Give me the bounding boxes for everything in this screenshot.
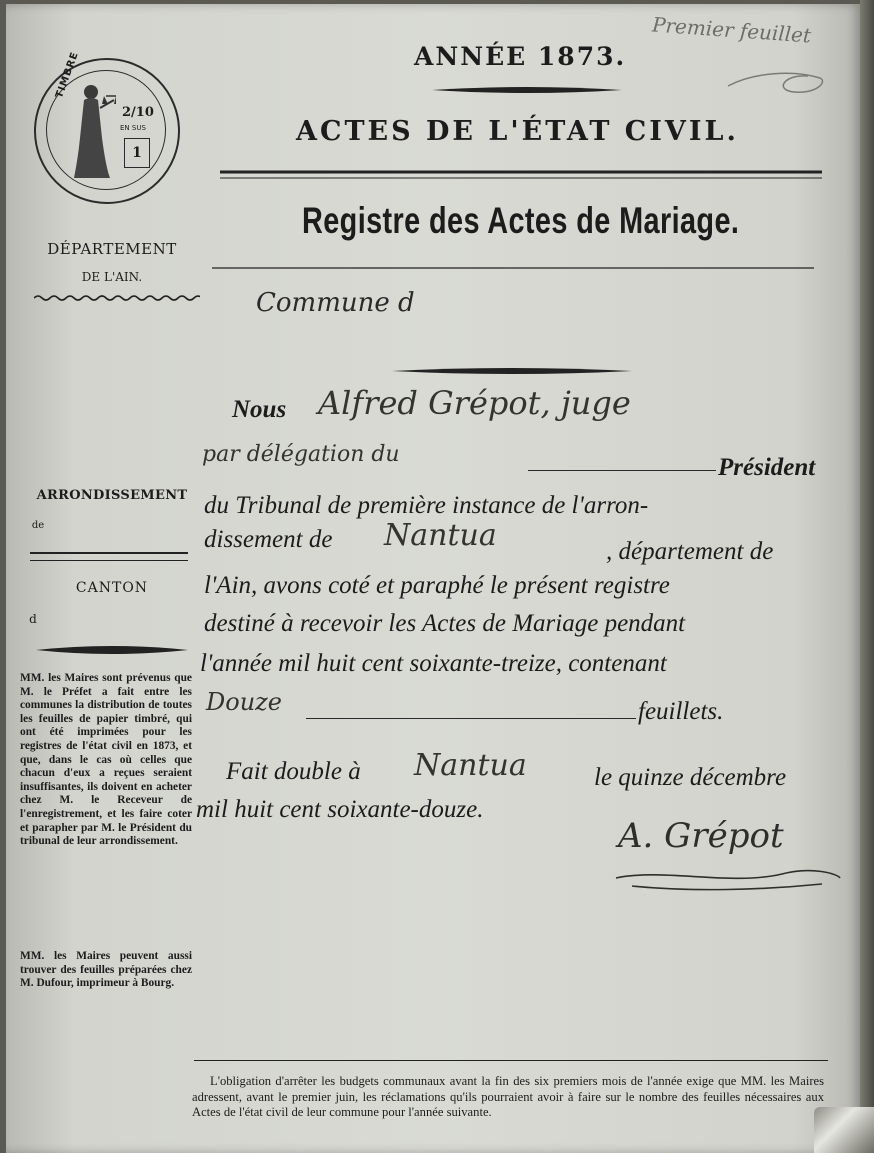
commune-label: Commune d xyxy=(256,288,415,318)
footer-rule xyxy=(194,1060,828,1061)
stamp-value: 2/10 xyxy=(122,105,154,120)
pencil-margin-note: Premier feuillet xyxy=(651,12,812,48)
stamp-timbre-text: TIMBRE xyxy=(54,50,81,100)
stamp-subtext: EN SUS xyxy=(120,124,146,132)
departement-name: DE L'AIN. xyxy=(81,270,143,284)
thin-rule xyxy=(212,266,814,270)
fait-double: Fait double à xyxy=(226,758,361,785)
fill-line-2 xyxy=(306,718,636,719)
mayor-instructions: MM. les Maires sont prévenus que M. le Préfet a fait entre les communes la distribution de toutes les feuilles de papier timbré, qui ont été imprimées pour les registres de l'état civil en 1873, et que, dans le cas où celles que chacun d'eux a reçues seraient insuffisantes, ils doivent en acheter chez M. le Receveur de l'enregistrement, et les faire coter et parapher par M. le Président du tribunal de leur arrondissement. xyxy=(20,672,192,848)
body-line-3a: dissement de xyxy=(204,526,333,553)
body-line-4: l'Ain, avons coté et paraphé le présent registre xyxy=(204,572,670,599)
handwritten-count: Douze xyxy=(206,688,282,716)
handwritten-place-2: Nantua xyxy=(414,748,527,783)
dufour-note: MM. les Maires peuvent aussi trouver des feuilles préparées chez M. Dufour, imprimeur à Bourg. xyxy=(20,950,192,990)
arrondissement-label: ARRONDISSEMENT xyxy=(36,488,188,503)
date-line-b: mil huit cent soixante-douze. xyxy=(196,796,484,823)
ornament-rule xyxy=(432,84,622,96)
body-line-6: l'année mil huit cent soixante-treize, contenant xyxy=(200,650,667,677)
canton-d: d xyxy=(29,612,37,626)
body-line-5: destiné à recevoir les Actes de Mariage pendant xyxy=(204,610,686,637)
justice-figure-icon xyxy=(66,78,116,182)
footer-text: L'obligation d'arrêter les budgets communaux avant la fin des six premiers mois de l'année exige que MM. les Maires adressent, avant le premier juin, les réclamations qu'ils pourraient avoir à faire sur le nombre des feuilles nécessaires aux Actes de l'état civil de leur commune pour l'année suivante. xyxy=(192,1074,824,1120)
footer-notice xyxy=(192,1074,824,1121)
commune-rule xyxy=(392,366,632,376)
handwritten-judge-name: Alfred Grépot, juge xyxy=(318,384,631,422)
signature-flourish xyxy=(612,860,844,894)
pencil-flourish xyxy=(724,64,834,104)
arrondissement-de: de xyxy=(31,520,45,531)
swell-rule xyxy=(36,644,188,656)
nous-word: Nous xyxy=(232,396,287,423)
metal-clip xyxy=(814,1107,874,1153)
body-line-2: du Tribunal de première instance de l'arron- xyxy=(204,492,649,519)
double-rule-divider xyxy=(30,552,188,561)
thick-thin-rule xyxy=(220,170,822,180)
date-line-a: le quinze décembre xyxy=(594,764,787,791)
register-page xyxy=(6,4,862,1153)
president-word: Président xyxy=(718,454,816,481)
feuillets-word: feuillets. xyxy=(638,698,724,725)
handwritten-place-1: Nantua xyxy=(384,518,497,553)
binding-edge xyxy=(860,0,874,1153)
stamp-box: 1 xyxy=(124,138,150,168)
departement-label: DÉPARTEMENT xyxy=(47,240,177,258)
body-line-3b: , département de xyxy=(606,538,774,565)
wavy-divider xyxy=(34,294,200,302)
canton-label: CANTON xyxy=(75,580,149,596)
registre-heading: Registre des Actes de Mariage. xyxy=(302,200,740,241)
signature: A. Grépot xyxy=(618,816,784,856)
fill-line-1 xyxy=(528,470,716,471)
actes-heading: ACTES DE L'ÉTAT CIVIL. xyxy=(296,116,739,147)
handwritten-delegation: par délégation du xyxy=(202,442,400,467)
year-heading: ANNÉE 1873. xyxy=(414,42,627,71)
tax-stamp xyxy=(34,50,180,204)
